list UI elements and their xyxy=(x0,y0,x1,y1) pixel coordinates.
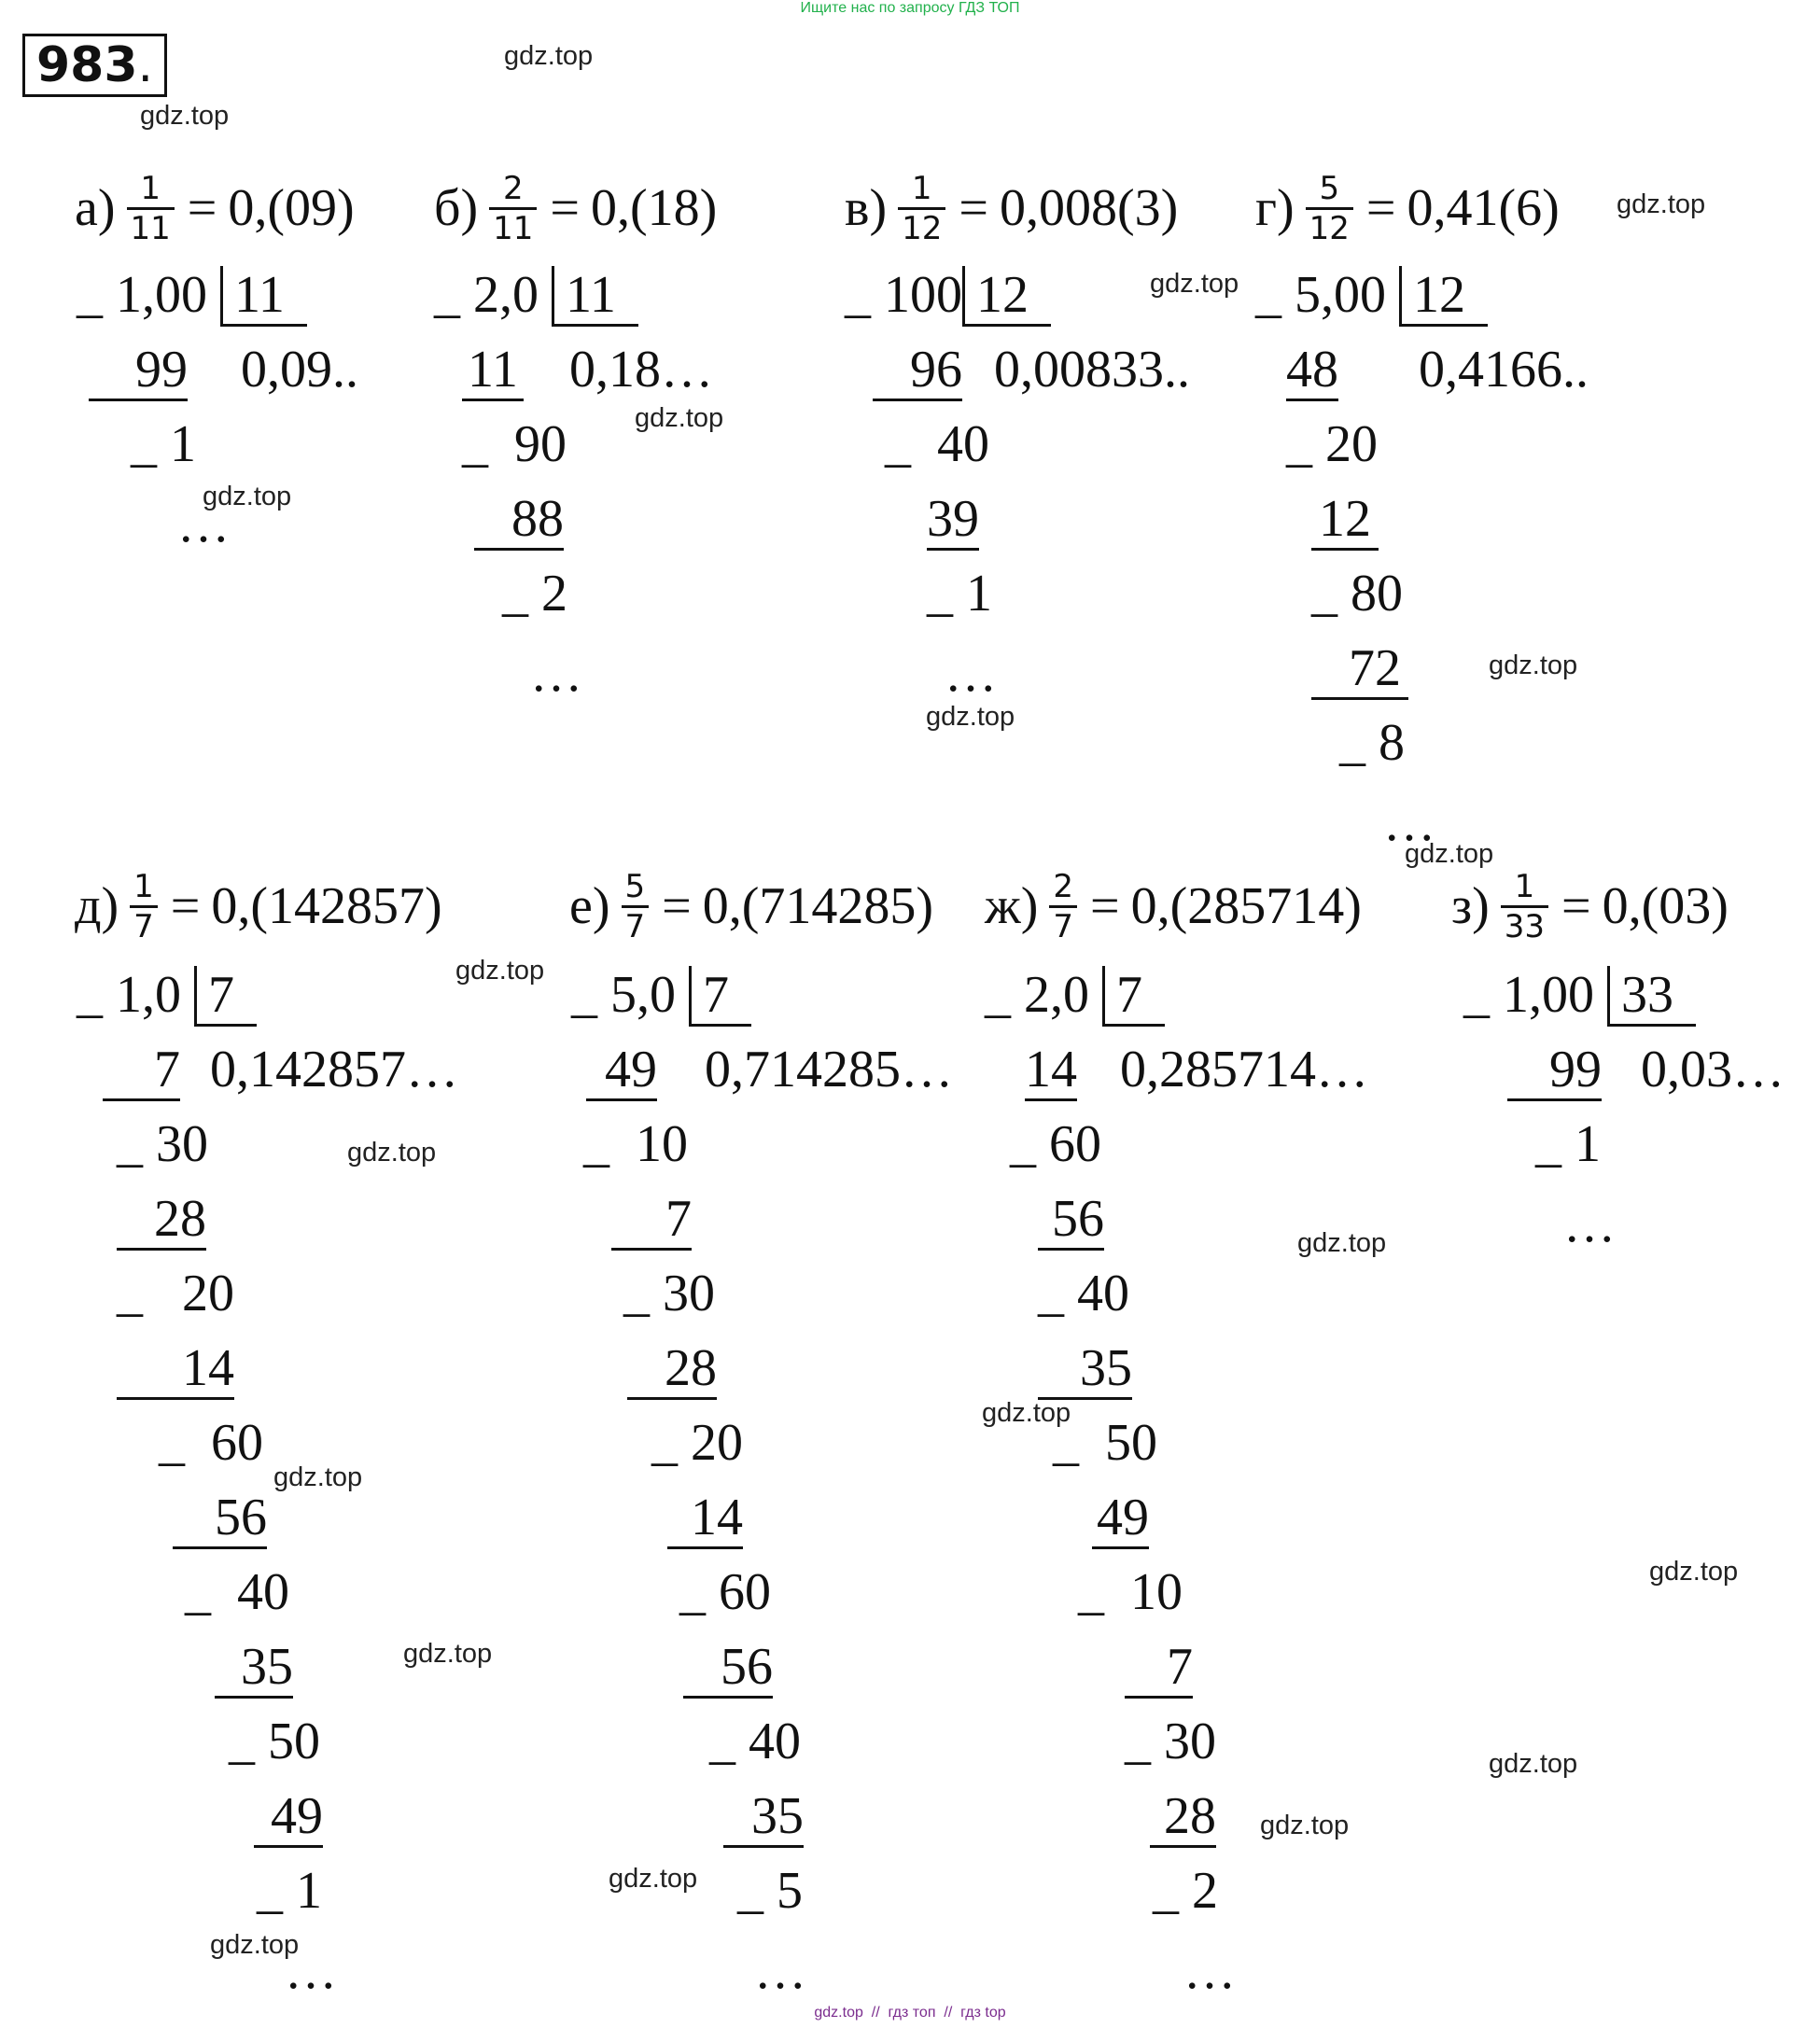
step-value: 12 xyxy=(1311,490,1379,551)
step-value: 40 xyxy=(1077,1265,1129,1322)
quotient: 0,714285… xyxy=(705,1041,953,1098)
step-value: 10 xyxy=(1130,1563,1183,1621)
dividend: 5,00 xyxy=(1295,266,1386,324)
dividend-line: _ 100 12 xyxy=(845,267,1051,323)
step-value: 11 xyxy=(462,341,524,401)
step-line: _ 60 xyxy=(679,1563,771,1621)
exercise-number-text: 983 xyxy=(36,37,138,93)
watermark: gdz.top xyxy=(210,1930,300,1960)
step-line xyxy=(1311,640,1408,696)
step-line: _ 2 xyxy=(1153,1862,1218,1920)
step-value: 30 xyxy=(1164,1713,1216,1770)
fraction xyxy=(130,868,158,945)
watermark: gdz.top xyxy=(455,956,545,986)
step-line xyxy=(254,1788,323,1844)
problem-g-header xyxy=(985,864,1362,948)
denominator: 11 xyxy=(127,207,175,247)
step-line xyxy=(117,1340,234,1396)
watermark: gdz.top xyxy=(1489,1749,1578,1779)
step-line: _ 2 xyxy=(502,565,567,622)
step-value: 8 xyxy=(1379,714,1405,772)
result: 0,(714285) xyxy=(702,877,934,935)
step-value: 28 xyxy=(627,1339,717,1400)
denominator: 12 xyxy=(898,207,945,247)
dividend-line: _ 1,00 33 xyxy=(1463,967,1696,1023)
step-value: 14 xyxy=(117,1339,234,1400)
problem-label: з) xyxy=(1451,877,1490,935)
step-line: _ 20 xyxy=(1286,415,1378,473)
quotient: 0,03… xyxy=(1641,1041,1785,1098)
step-value: 1 xyxy=(1575,1115,1601,1173)
step-line xyxy=(1038,1191,1104,1247)
dividend: 100 xyxy=(884,266,962,324)
quotient: 0,4166.. xyxy=(1419,341,1589,399)
dividend-line: _ 2,0 7 xyxy=(985,967,1165,1023)
step-line: _ 1 xyxy=(927,565,992,622)
divisor: 7 xyxy=(194,966,257,1027)
ellipsis: … xyxy=(177,496,230,553)
watermark: gdz.top xyxy=(1649,1557,1739,1587)
equals-sign: = xyxy=(959,179,988,237)
watermark: gdz.top xyxy=(1617,189,1706,219)
step-line: _ 1 xyxy=(257,1862,322,1920)
equals-sign: = xyxy=(170,877,201,935)
fraction xyxy=(1306,170,1353,247)
fraction xyxy=(1501,868,1548,945)
watermark: gdz.top xyxy=(504,41,594,71)
step-line: _ 1 xyxy=(131,415,196,473)
step-line: _ 40 xyxy=(185,1563,289,1621)
step-value: 2 xyxy=(541,565,567,622)
problem-d-header xyxy=(1255,166,1560,250)
step-line xyxy=(927,491,979,547)
step-value: 14 xyxy=(667,1489,743,1549)
step-value: 20 xyxy=(691,1414,743,1472)
dividend-line: _ 1,00 11 xyxy=(77,267,307,323)
dividend: 1,0 xyxy=(116,966,181,1024)
watermark: gdz.top xyxy=(140,101,230,131)
result: 0,(285714) xyxy=(1130,877,1362,935)
step-line: _ 30 xyxy=(1125,1713,1216,1770)
step-value: 40 xyxy=(237,1563,289,1621)
quotient: 0,285714… xyxy=(1120,1041,1368,1098)
problem-label: г) xyxy=(1255,179,1295,237)
top-banner: Ищите нас по запросу ГДЗ ТОП xyxy=(800,0,1020,16)
result: 0,(09) xyxy=(228,179,355,237)
numerator: 5 xyxy=(1319,169,1340,207)
step-line xyxy=(611,1191,692,1247)
watermark: gdz.top xyxy=(347,1138,437,1168)
dividend-line: _ 1,0 7 xyxy=(77,967,257,1023)
watermark: gdz.top xyxy=(635,403,724,433)
problem-label: б) xyxy=(434,179,479,237)
fraction xyxy=(1049,868,1077,945)
numerator: 2 xyxy=(502,169,524,207)
step-line xyxy=(1092,1490,1149,1545)
result: 0,(03) xyxy=(1602,877,1729,935)
step-value: 60 xyxy=(211,1414,263,1472)
dividend: 5,0 xyxy=(610,966,676,1024)
denominator: 12 xyxy=(1306,207,1353,247)
exercise-number-dot: . xyxy=(137,37,154,93)
step-value: 40 xyxy=(937,415,989,473)
step-value: 5 xyxy=(777,1862,803,1920)
step-value: 72 xyxy=(1311,639,1408,700)
watermark: gdz.top xyxy=(1260,1811,1350,1840)
problem-h-header xyxy=(1451,864,1729,948)
step-line: _ 90 xyxy=(462,415,567,473)
ellipsis: … xyxy=(285,1942,337,2000)
watermark: gdz.top xyxy=(1297,1228,1387,1258)
equals-sign: = xyxy=(662,877,692,935)
step-line: _ 20 xyxy=(117,1265,234,1322)
step-line: _ 40 xyxy=(709,1713,801,1770)
step-line: _ 20 xyxy=(651,1414,743,1472)
step-line: _ 10 xyxy=(1078,1563,1183,1621)
equals-sign: = xyxy=(187,179,217,237)
denominator: 11 xyxy=(489,207,537,247)
watermark: gdz.top xyxy=(982,1398,1071,1428)
step-value: 50 xyxy=(268,1713,320,1770)
divisor: 7 xyxy=(1102,966,1165,1027)
step-value: 40 xyxy=(749,1713,801,1770)
problem-label: в) xyxy=(845,179,888,237)
step-line: _ 10 xyxy=(583,1115,688,1173)
step-value: 99 xyxy=(89,341,188,401)
divisor: 12 xyxy=(1399,266,1488,327)
equals-sign: = xyxy=(1089,877,1120,935)
watermark: gdz.top xyxy=(1150,269,1239,299)
step-value: 1 xyxy=(296,1862,322,1920)
step-value: 56 xyxy=(1038,1190,1104,1251)
step-line: _ 30 xyxy=(117,1115,208,1173)
step-value: 60 xyxy=(719,1563,771,1621)
fraction xyxy=(898,170,945,247)
numerator: 1 xyxy=(1514,867,1535,905)
divisor: 12 xyxy=(962,266,1051,327)
step-value: 30 xyxy=(156,1115,208,1173)
watermark: gdz.top xyxy=(926,702,1015,732)
step-value: 96 xyxy=(873,341,962,401)
step-value: 14 xyxy=(1025,1041,1077,1101)
quotient: 0,18… xyxy=(569,341,713,399)
dividend: 2,0 xyxy=(473,266,539,324)
step-line xyxy=(627,1340,717,1396)
bottom-banner: gdz.top // гдз топ // гдз top xyxy=(814,2005,1006,2021)
equals-sign: = xyxy=(550,179,580,237)
ellipsis: … xyxy=(945,645,997,703)
step-value: 50 xyxy=(1105,1414,1157,1472)
step-line xyxy=(1150,1788,1216,1844)
step-line xyxy=(215,1639,293,1695)
denominator: 33 xyxy=(1501,905,1548,945)
ellipsis: … xyxy=(530,645,582,703)
step-value: 80 xyxy=(1351,565,1403,622)
step-line: _ 40 xyxy=(1038,1265,1129,1322)
watermark: gdz.top xyxy=(203,482,292,511)
step-value: 10 xyxy=(636,1115,688,1173)
dividend-line: _ 2,0 11 xyxy=(434,267,638,323)
step-line: _ 5 xyxy=(737,1862,803,1920)
step-value: 48 xyxy=(1286,341,1338,401)
step-value: 2 xyxy=(1192,1862,1218,1920)
step-value: 28 xyxy=(117,1190,206,1251)
divisor: 11 xyxy=(552,266,638,327)
ellipsis: … xyxy=(1563,1196,1616,1253)
step-line: _ 1 xyxy=(1535,1115,1601,1173)
step-value: 49 xyxy=(586,1041,657,1101)
step-value: 56 xyxy=(173,1489,267,1549)
numerator: 2 xyxy=(1053,867,1073,905)
step-line xyxy=(1025,1042,1077,1098)
result: 0,008(3) xyxy=(999,179,1179,237)
step-line: _ 60 xyxy=(159,1414,263,1472)
denominator: 7 xyxy=(1049,905,1077,945)
step-value: 1 xyxy=(170,415,196,473)
exercise-number xyxy=(22,34,167,97)
step-line xyxy=(586,1042,657,1098)
watermark: gdz.top xyxy=(609,1864,698,1894)
numerator: 1 xyxy=(133,867,154,905)
quotient: 0,09.. xyxy=(241,341,358,399)
step-line xyxy=(117,1191,206,1247)
step-value: 35 xyxy=(215,1638,293,1699)
ellipsis: … xyxy=(1383,794,1435,852)
fraction xyxy=(127,170,175,247)
numerator: 1 xyxy=(911,169,932,207)
step-value: 7 xyxy=(611,1190,692,1251)
step-value: 49 xyxy=(1092,1489,1149,1549)
problem-a-header xyxy=(75,166,355,250)
dividend-line: _ 5,0 7 xyxy=(571,967,751,1023)
step-line xyxy=(683,1639,773,1695)
denominator: 7 xyxy=(622,905,650,945)
step-line xyxy=(462,342,524,398)
step-value: 30 xyxy=(663,1265,715,1322)
step-value: 60 xyxy=(1049,1115,1101,1173)
step-value: 7 xyxy=(103,1041,180,1101)
numerator: 5 xyxy=(624,867,646,905)
dividend-line: _ 5,00 12 xyxy=(1255,267,1488,323)
step-value: 99 xyxy=(1507,1041,1602,1101)
result: 0,(142857) xyxy=(211,877,442,935)
step-line xyxy=(89,342,188,398)
step-value: 35 xyxy=(723,1787,804,1848)
step-line: _ 50 xyxy=(229,1713,320,1770)
step-value: 28 xyxy=(1150,1787,1216,1848)
step-line xyxy=(1286,342,1338,398)
step-line xyxy=(873,342,962,398)
result: 0,41(6) xyxy=(1407,179,1560,237)
problem-label: д) xyxy=(75,877,119,935)
problem-e-header xyxy=(75,864,442,948)
fraction xyxy=(622,868,650,945)
step-line xyxy=(723,1788,804,1844)
step-line xyxy=(103,1042,180,1098)
step-line: _ 8 xyxy=(1339,714,1405,772)
problem-f-header xyxy=(569,864,933,948)
step-value: 56 xyxy=(683,1638,773,1699)
dividend: 2,0 xyxy=(1024,966,1089,1024)
step-value: 20 xyxy=(1325,415,1378,473)
quotient: 0,00833.. xyxy=(994,341,1190,399)
watermark: gdz.top xyxy=(1405,839,1494,869)
step-line xyxy=(474,491,564,547)
equals-sign: = xyxy=(1365,179,1396,237)
step-line xyxy=(1038,1340,1132,1396)
step-line xyxy=(667,1490,743,1545)
step-value: 35 xyxy=(1038,1339,1132,1400)
watermark: gdz.top xyxy=(1489,650,1578,680)
step-value: 39 xyxy=(927,490,979,551)
ellipsis: … xyxy=(754,1942,806,2000)
step-line: _ 40 xyxy=(885,415,989,473)
step-line: _ 80 xyxy=(1311,565,1403,622)
fraction xyxy=(489,170,537,247)
step-value: 90 xyxy=(514,415,567,473)
problem-b-header xyxy=(434,166,717,250)
dividend: 1,00 xyxy=(1503,966,1594,1024)
step-line xyxy=(1507,1042,1602,1098)
result: 0,(18) xyxy=(591,179,718,237)
dividend: 1,00 xyxy=(116,266,207,324)
step-line xyxy=(173,1490,267,1545)
step-line: _ 60 xyxy=(1010,1115,1101,1173)
ellipsis: … xyxy=(1183,1942,1236,2000)
step-value: 1 xyxy=(966,565,992,622)
step-value: 20 xyxy=(182,1265,234,1322)
quotient: 0,142857… xyxy=(210,1041,458,1098)
divisor: 11 xyxy=(220,266,307,327)
step-line: _ 50 xyxy=(1053,1414,1157,1472)
step-line xyxy=(1125,1639,1193,1695)
numerator: 1 xyxy=(140,169,161,207)
divisor: 7 xyxy=(689,966,751,1027)
problem-label: е) xyxy=(569,877,610,935)
problem-label: а) xyxy=(75,179,116,237)
watermark: gdz.top xyxy=(273,1462,363,1492)
step-line xyxy=(1311,491,1379,547)
divisor: 33 xyxy=(1607,966,1696,1027)
equals-sign: = xyxy=(1561,877,1591,935)
step-value: 88 xyxy=(474,490,564,551)
watermark: gdz.top xyxy=(403,1639,493,1669)
problem-c-header xyxy=(845,166,1178,250)
step-value: 49 xyxy=(254,1787,323,1848)
problem-label: ж) xyxy=(985,877,1039,935)
step-value: 7 xyxy=(1125,1638,1193,1699)
step-line: _ 30 xyxy=(623,1265,715,1322)
denominator: 7 xyxy=(130,905,158,945)
